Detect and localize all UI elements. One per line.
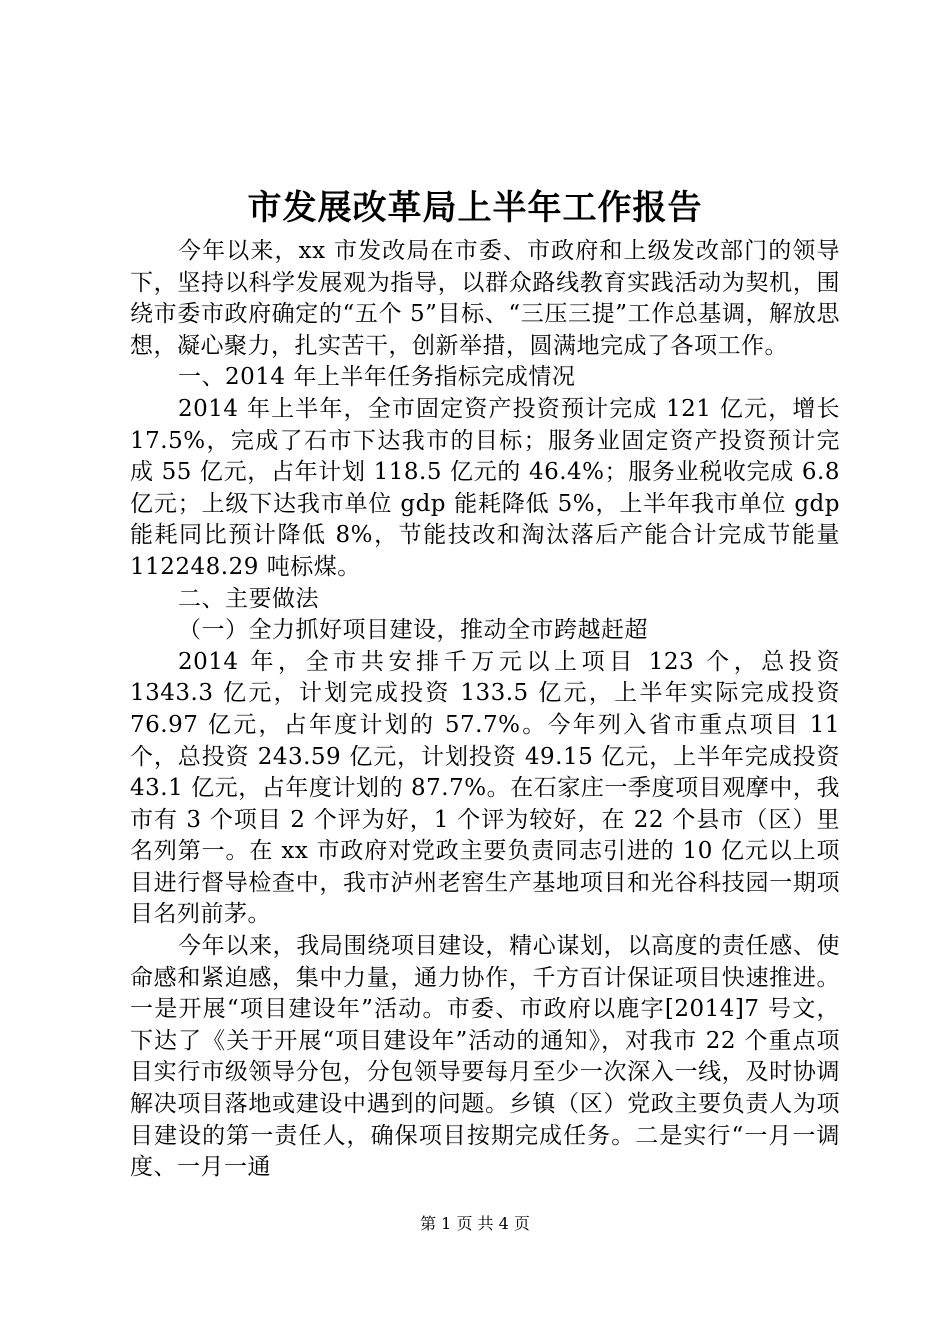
- document-body: [130, 236, 840, 1184]
- indicators-paragraph: 2014 年上半年，全市固定资产投资预计完成 121 亿元，增长 17.5%，完成了石市下达我市的目标；服务业固定资产投资预计完成 55 亿元，占年计划 118.5 亿元的 46.4%；服务业税收完成 6.8 亿元；上级下达我市单位 gdp 能耗降低 5%，上半年我市单位 gdp 能耗同比预计降低 8%，节能技改和淘汰落后产能合计完成节能量 112248.29 吨标煤。: [130, 395, 840, 580]
- measures-paragraph: 今年以来，我局围绕项目建设，精心谋划，以高度的责任感、使命感和紧迫感，集中力量，通力协作，千方百计保证项目快速推进。一是开展“项目建设年”活动。市委、市政府以鹿字[2014]7 号文，下达了《关于开展“项目建设年”活动的通知》，对我市 22 个重点项目实行市级领导分包，分包领导要每月至少一次深入一线，及时协调解决项目落地或建设中遇到的问题。乡镇（区）党政主要负责人为项目建设的第一责任人，确保项目按期完成任务。二是实行“一月一调度、一月一通: [130, 933, 840, 1181]
- projects-paragraph: 2014 年，全市共安排千万元以上项目 123 个，总投资 1343.3 亿元，计划完成投资 133.5 亿元，上半年实际完成投资 76.97 亿元，占年度计划的 57.7%。今年列入省市重点项目 11 个，总投资 243.59 亿元，计划投资 49.15 亿元，上半年完成投资 43.1 亿元，占年度计划的 87.7%。在石家庄一季度项目观摩中，我市有 3 个项目 2 个评为好，1 个评为较好，在 22 个县市（区）里名列第一。在 xx 市政府对党政主要负责同志引进的 10 亿元以上项目进行督导检查中，我市泸州老窖生产基地项目和光谷科技园一期项目名列前茅。: [130, 648, 840, 928]
- subsection-heading-1: （一）全力抓好项目建设，推动全市跨越赶超: [178, 617, 648, 644]
- document-title: 市发展改革局上半年工作报告: [247, 188, 703, 228]
- section-heading-2: 二、主要做法: [178, 585, 319, 612]
- section-heading-1: 一、2014 年上半年任务指标完成情况: [178, 364, 576, 391]
- intro-paragraph: 今年以来，xx 市发改局在市委、市政府和上级发改部门的领导下，坚持以科学发展观为指导，以群众路线教育实践活动为契机，围绕市委市政府确定的“五个 5”目标、“三压三提”工作总基调，解放思想，凝心聚力，扎实苦干，创新举措，圆满地完成了各项工作。: [130, 238, 840, 359]
- page-footer: 第 1 页 共 4 页: [420, 1214, 530, 1233]
